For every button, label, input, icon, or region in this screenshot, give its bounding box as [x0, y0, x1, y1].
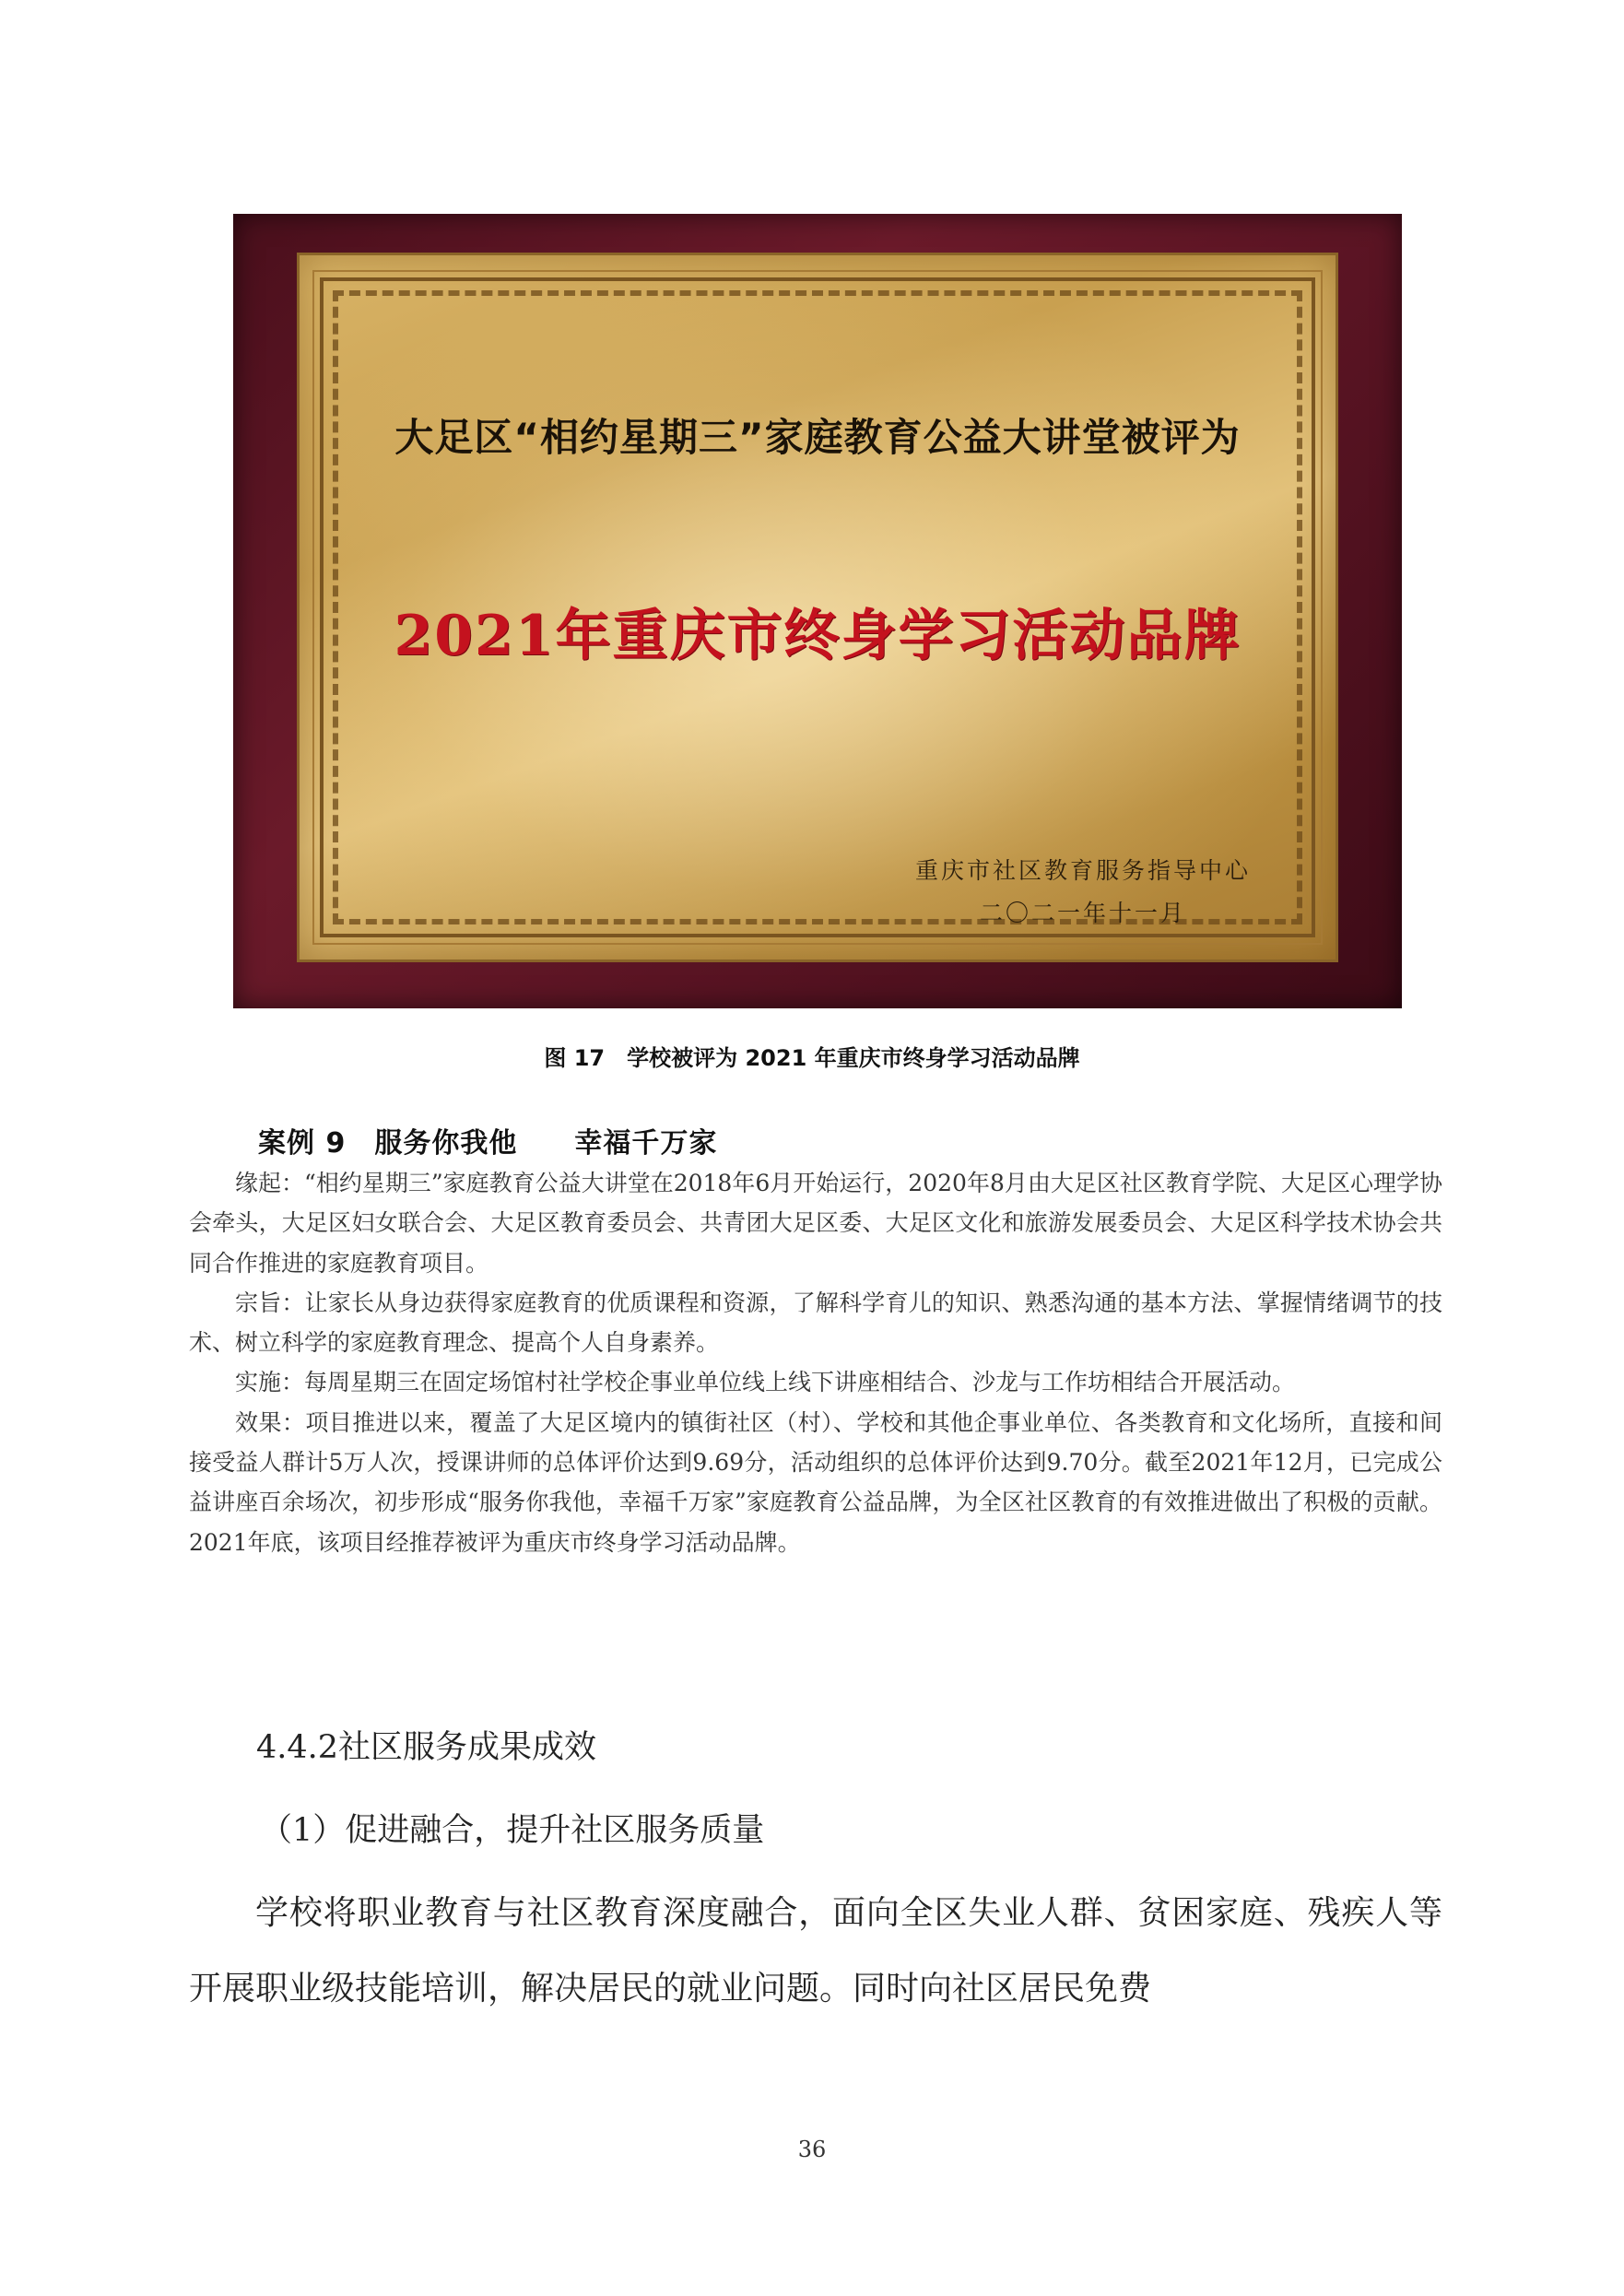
- plaque-heading: 大足区“相约星期三”家庭教育公益大讲堂被评为: [394, 415, 1241, 460]
- case-paragraph-implementation: 实施：每周星期三在固定场馆村社学校企事业单位线上线下讲座相结合、沙龙与工作坊相结合开展活动。: [235, 1369, 1296, 1396]
- plaque-issuer-block: [889, 850, 1277, 935]
- case-body: [189, 1163, 1442, 1562]
- plaque-gold-plate: [300, 255, 1336, 960]
- case-paragraph-purpose: 宗旨：让家长从身边获得家庭教育的优质课程和资源，了解科学育儿的知识、熟悉沟通的基本方法、掌握情绪调节的技术、树立科学的家庭教育理念、提高个人自身素养。: [189, 1289, 1442, 1357]
- section-paragraph: 学校将职业教育与社区教育深度融合，面向全区失业人群、贫困家庭、残疾人等开展职业级技能培训，解决居民的就业问题。同时向社区居民免费: [189, 1894, 1442, 2008]
- plaque-brand-title: 2021年重庆市终身学习活动品牌: [394, 604, 1242, 668]
- plaque-photo: [233, 214, 1402, 1008]
- section-subheading: （1）促进融合，提升社区服务质量: [260, 1812, 765, 1849]
- section-heading: 4.4.2社区服务成果成效: [256, 1729, 597, 1766]
- figure-caption: 图 17 学校被评为 2021 年重庆市终身学习活动品牌: [544, 1045, 1080, 1071]
- section-body: [189, 1876, 1442, 2027]
- plaque-issuer: 重庆市社区教育服务指导中心: [914, 857, 1251, 884]
- plaque-date: 二〇二一年十一月: [979, 900, 1186, 926]
- case-paragraph-effect: 效果：项目推进以来，覆盖了大足区境内的镇街社区（村）、学校和其他企事业单位、各类教育和文化场所，直接和间接受益人群计5万人次，授课讲师的总体评价达到9.69分，活动组织的总体评价达到9.70分。截至2021年12月，已完成公益讲座百余场次，初步形成“服务你我他，幸福千万家”家庭教育公益品牌，为全区社区教育的有效推进做出了积极的贡献。2021年底，该项目经推荐被评为重庆市终身学习活动品牌。: [189, 1408, 1442, 1556]
- case-title: 案例 9 服务你我他 幸福千万家: [258, 1127, 718, 1160]
- case-paragraph-origin: 缘起：“相约星期三”家庭教育公益大讲堂在2018年6月开始运行，2020年8月由大足区社区教育学院、大足区心理学协会牵头，大足区妇女联合会、大足区教育委员会、共青团大足区委、大足区文化和旅游发展委员会、大足区科学技术协会共同合作推进的家庭教育项目。: [189, 1170, 1442, 1277]
- page-number: 36: [797, 2137, 827, 2162]
